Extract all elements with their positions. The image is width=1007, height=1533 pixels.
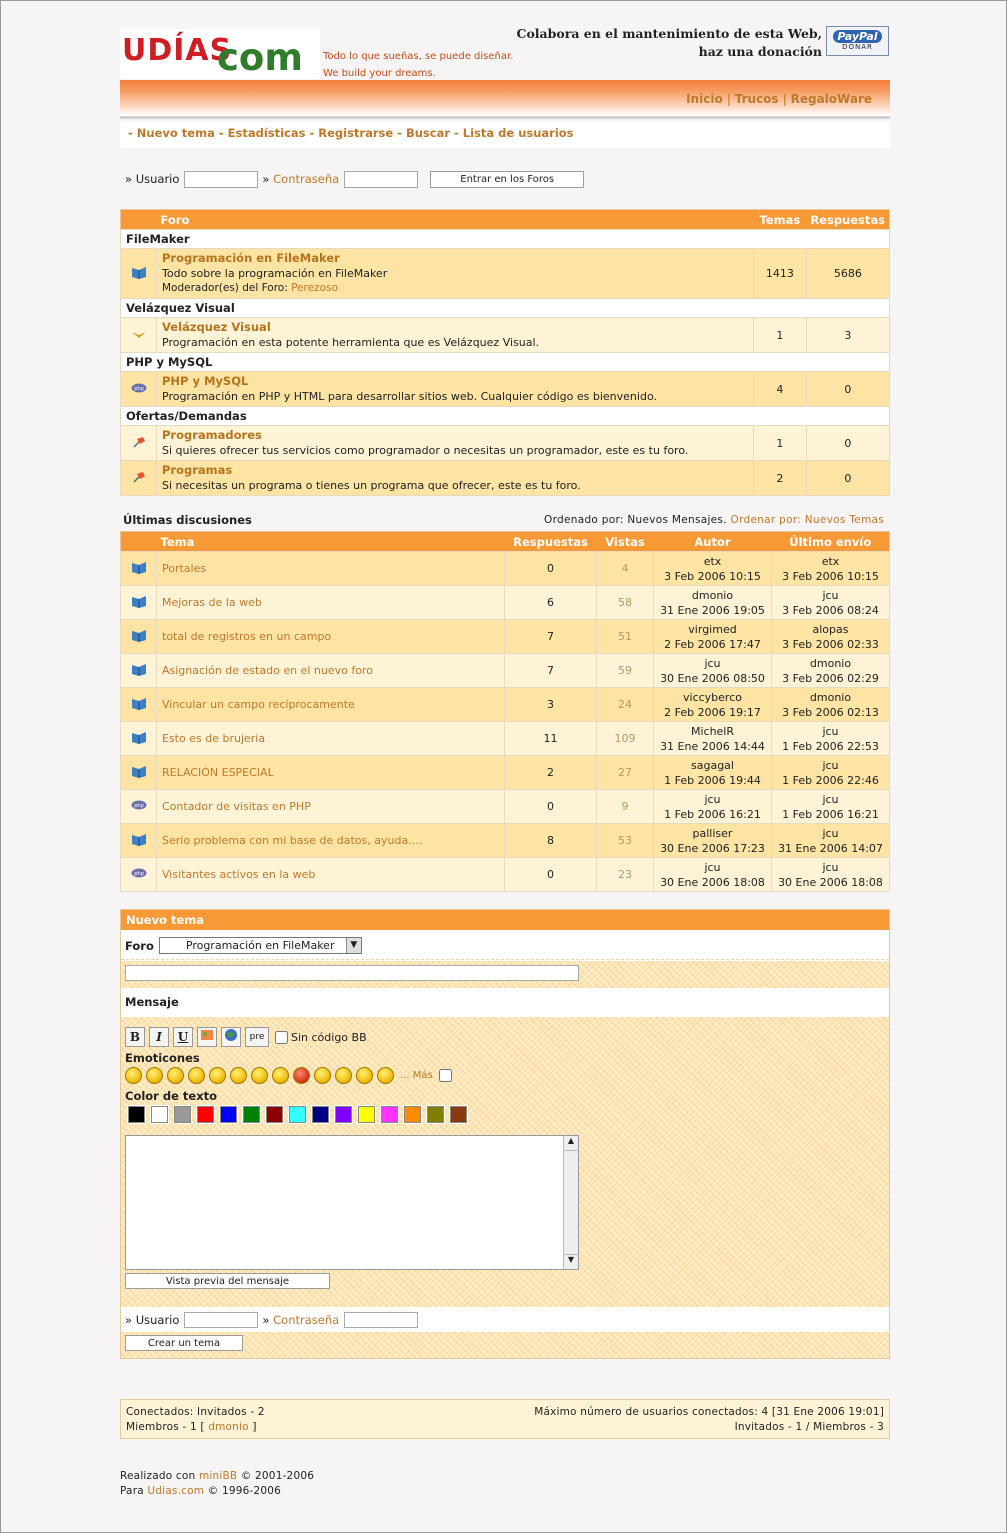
username-label: Usuario	[135, 1313, 180, 1327]
forum-replies-count: 0	[806, 426, 889, 461]
last-post-author: jcu	[822, 860, 839, 874]
last-post-author: jcu	[822, 724, 839, 738]
forum-row[interactable]	[121, 461, 890, 496]
topic-replies: 7	[505, 654, 597, 688]
members-prefix: Miembros - 1 [	[126, 1421, 205, 1433]
more-emoticons-link[interactable]: ... Más	[400, 1069, 433, 1081]
no-bbcode-label: Sin código BB	[291, 1030, 367, 1044]
topic-views: 9	[597, 790, 654, 824]
book-icon	[131, 594, 147, 608]
image-icon[interactable]	[197, 1027, 217, 1047]
php-icon	[131, 866, 147, 880]
table-row[interactable]	[121, 722, 890, 756]
emoticons-label: Emoticones	[125, 1051, 200, 1065]
message-scrollbar[interactable]	[563, 1136, 578, 1269]
italic-button[interactable]: I	[149, 1027, 169, 1047]
last-post-author: jcu	[822, 826, 839, 840]
paypal-logo: PayPal	[833, 30, 882, 43]
discussions-table	[120, 531, 890, 892]
php-icon	[131, 798, 147, 812]
chevron-icon: »	[125, 172, 133, 186]
table-row[interactable]	[121, 858, 890, 892]
table-row[interactable]	[121, 824, 890, 858]
topic-replies: 2	[505, 756, 597, 790]
site-logo[interactable]	[120, 29, 320, 79]
scroll-down-icon[interactable]: ▼	[564, 1254, 578, 1269]
table-row[interactable]	[121, 552, 890, 586]
subject-row	[121, 961, 889, 988]
udias-link[interactable]: Udias.com	[147, 1485, 205, 1497]
emoticons-row	[125, 1065, 885, 1085]
topic-views: 53	[597, 824, 654, 858]
topic-title-link[interactable]: Contador de visitas en PHP	[162, 800, 311, 813]
preview-button[interactable]: Vista previa del mensaje	[125, 1273, 330, 1289]
last-post-date: 30 Ene 2006 18:08	[778, 875, 883, 889]
forum-replies-count: 5686	[806, 249, 889, 299]
topic-views: 58	[597, 586, 654, 620]
eyeroll-icon[interactable]	[356, 1067, 373, 1084]
last-post-author: jcu	[822, 758, 839, 772]
forum-topics-count: 1413	[753, 249, 806, 299]
color-swatch[interactable]	[289, 1106, 306, 1123]
online-stats	[120, 1399, 890, 1439]
create-topic-row	[121, 1332, 889, 1358]
forum-replies-count: 0	[806, 461, 889, 496]
max-users-breakdown: Invitados - 1 / Miembros - 3	[734, 1421, 884, 1433]
header-topics: Temas	[753, 210, 806, 230]
password-link[interactable]: Contraseña	[273, 172, 340, 186]
topic-views: 59	[597, 654, 654, 688]
table-row[interactable]	[121, 620, 890, 654]
book-icon	[131, 265, 147, 279]
logo-udias-text: UDÍAS	[122, 33, 233, 68]
pre-button[interactable]: pre	[245, 1027, 269, 1047]
topic-replies: 0	[505, 552, 597, 586]
topic-replies: 0	[505, 858, 597, 892]
topic-views: 27	[597, 756, 654, 790]
nav-lista-usuarios[interactable]: Lista de usuarios	[462, 126, 574, 140]
color-swatch[interactable]	[243, 1106, 260, 1123]
topic-author-date: 31 Ene 2006 14:44	[660, 739, 765, 753]
online-guests: Conectados: Invitados - 2	[126, 1406, 265, 1418]
grin-icon[interactable]	[251, 1067, 268, 1084]
minibb-link[interactable]: miniBB	[198, 1470, 238, 1482]
last-post-author: etx	[821, 554, 840, 568]
paypal-donate-button[interactable]	[826, 26, 889, 56]
table-row[interactable]	[121, 790, 890, 824]
topic-author-date: 31 Ene 2006 19:05	[660, 603, 765, 617]
book-icon	[131, 560, 147, 574]
php-icon	[131, 381, 147, 395]
velazquez-icon	[131, 327, 147, 341]
donate-text	[517, 25, 822, 61]
topic-author-date: 30 Ene 2006 08:50	[660, 671, 765, 685]
topic-replies: 11	[505, 722, 597, 756]
forum-replies-count: 0	[806, 372, 889, 407]
cool-icon[interactable]	[272, 1067, 289, 1084]
thumb-icon[interactable]	[188, 1067, 205, 1084]
forum-description: Programación en PHP y HTML para desarrollar sitios web. Cualquier código es bienvenido.	[162, 390, 657, 403]
create-topic-button[interactable]: Crear un tema	[125, 1335, 243, 1351]
last-post-date: 31 Ene 2006 14:07	[778, 841, 883, 855]
chevron-icon: »	[125, 1313, 133, 1327]
more-emoticons-checkbox[interactable]	[439, 1069, 452, 1082]
credit2-suffix: © 1996-2006	[207, 1485, 281, 1497]
forum-row[interactable]	[121, 249, 890, 299]
header-last-post: Último envío	[772, 532, 890, 552]
topic-title-link[interactable]: Serio problema con mi base de datos, ayuda....	[162, 834, 423, 847]
toplink-trucos[interactable]: Trucos	[734, 92, 779, 106]
table-row[interactable]	[121, 586, 890, 620]
forum-row[interactable]	[121, 318, 890, 353]
last-post-author: alopas	[812, 622, 849, 636]
login-button[interactable]: Entrar en los Foros	[430, 171, 584, 188]
forum-title[interactable]: Programadores	[162, 428, 262, 442]
credit2-prefix: Para	[120, 1485, 144, 1497]
color-swatch[interactable]	[197, 1106, 214, 1123]
last-post-date: 1 Feb 2006 22:46	[782, 773, 879, 787]
angry-icon[interactable]	[293, 1067, 310, 1084]
book-icon	[131, 662, 147, 676]
sad-icon[interactable]	[314, 1067, 331, 1084]
forum-description: Todo sobre la programación en FileMaker	[162, 267, 388, 280]
forums-table	[120, 209, 890, 496]
forum-description: Programación en esta potente herramienta que es Velázquez Visual.	[162, 336, 540, 349]
username-input[interactable]	[184, 171, 258, 188]
credits	[120, 1469, 314, 1499]
header-views: Vistas	[597, 532, 654, 552]
topic-author: jcu	[704, 792, 721, 806]
moderator-link[interactable]: Perezoso	[291, 282, 338, 294]
donate-line2: haz una donación	[698, 44, 822, 59]
last-post-date: 1 Feb 2006 16:21	[782, 807, 879, 821]
topic-title-link[interactable]: Asignación de estado en el nuevo foro	[162, 664, 373, 677]
password-input[interactable]	[344, 171, 418, 188]
logo-com-text: com	[217, 36, 303, 79]
last-post-author: jcu	[822, 792, 839, 806]
bold-button[interactable]: B	[125, 1027, 145, 1047]
topic-views: 109	[597, 722, 654, 756]
topic-views: 51	[597, 620, 654, 654]
topic-title-link[interactable]: Vincular un campo recíprocamente	[162, 698, 355, 711]
topic-author-date: 2 Feb 2006 17:47	[664, 637, 761, 651]
color-swatch[interactable]	[404, 1106, 421, 1123]
latest-discussions-title: Últimas discusiones	[123, 513, 252, 527]
last-post-author: dmonio	[809, 656, 852, 670]
header-forum: Foro	[157, 210, 754, 230]
sub-navigation: - Nuevo tema - Estadísticas - Registrarse - Buscar - Lista de usuarios	[120, 122, 890, 148]
forum-select[interactable]	[159, 937, 362, 954]
forum-title[interactable]: Programación en FileMaker	[162, 251, 340, 265]
svg-text:php: php	[133, 803, 144, 809]
topic-title-link[interactable]: total de registros en un campo	[162, 630, 332, 643]
globe-link-icon[interactable]	[221, 1027, 241, 1047]
pushpin-icon	[131, 435, 147, 449]
topic-replies: 3	[505, 688, 597, 722]
last-post-date: 1 Feb 2006 22:53	[782, 739, 879, 753]
toplink-regaloware[interactable]: RegaloWare	[790, 92, 872, 106]
color-swatch[interactable]	[312, 1106, 329, 1123]
topic-title-link[interactable]: Mejoras de la web	[162, 596, 262, 609]
login-row	[125, 170, 584, 188]
forum-title[interactable]: Programas	[162, 463, 233, 477]
topic-title-link[interactable]: Visitantes activos en la web	[162, 868, 316, 881]
book-icon	[131, 832, 147, 846]
nav-buscar[interactable]: Buscar	[405, 126, 450, 140]
sort-info	[544, 514, 884, 526]
toplink-inicio[interactable]: Inicio	[686, 92, 723, 106]
username-label: Usuario	[135, 172, 180, 186]
book-icon	[131, 730, 147, 744]
header-replies: Respuestas	[505, 532, 597, 552]
color-swatch[interactable]	[335, 1106, 352, 1123]
table-row[interactable]	[121, 688, 890, 722]
forum-topics-count: 2	[753, 461, 806, 496]
smile-icon[interactable]	[125, 1067, 142, 1084]
header-icon-col	[121, 532, 157, 552]
color-swatch[interactable]	[427, 1106, 444, 1123]
topic-username-input[interactable]	[184, 1312, 258, 1328]
book-icon	[131, 764, 147, 778]
header-replies: Respuestas	[806, 210, 889, 230]
happy-icon[interactable]	[146, 1067, 163, 1084]
sort-new-topics-link[interactable]: Ordenar por: Nuevos Temas	[730, 514, 884, 526]
new-topic-login-row	[121, 1309, 889, 1331]
header-topic: Tema	[157, 532, 505, 552]
topic-author: palliser	[692, 826, 733, 840]
new-topic-title: Nuevo tema	[121, 910, 889, 930]
header-icon-col	[121, 210, 157, 230]
topic-title-link[interactable]: Portales	[162, 562, 207, 575]
topic-replies: 0	[505, 790, 597, 824]
topic-author-date: 30 Ene 2006 18:08	[660, 875, 765, 889]
online-member-link[interactable]: dmonio	[208, 1421, 249, 1433]
forum-topics-count: 1	[753, 426, 806, 461]
topic-replies: 6	[505, 586, 597, 620]
members-suffix: ]	[252, 1421, 257, 1433]
topic-views: 24	[597, 688, 654, 722]
topic-author-date: 3 Feb 2006 10:15	[664, 569, 761, 583]
topic-author: MichelR	[690, 724, 735, 738]
topic-author-date: 2 Feb 2006 19:17	[664, 705, 761, 719]
tongue-icon[interactable]	[377, 1067, 394, 1084]
nav-registrarse[interactable]: Registrarse	[318, 126, 394, 140]
last-post-date: 3 Feb 2006 08:24	[782, 603, 879, 617]
tagline-line2: We build your dreams.	[323, 68, 436, 79]
category-velazquez: Velázquez Visual	[121, 299, 890, 318]
scroll-up-icon[interactable]: ▲	[564, 1136, 578, 1151]
topic-password-input[interactable]	[344, 1312, 418, 1328]
forum-title[interactable]: PHP y MySQL	[162, 374, 249, 388]
forum-description: Si quieres ofrecer tus servicios como programador o necesitas un programador, este es tu foro.	[162, 444, 689, 457]
color-swatch[interactable]	[266, 1106, 283, 1123]
forum-row[interactable]	[121, 426, 890, 461]
chevron-down-icon[interactable]: ▼	[346, 938, 361, 953]
credit1-prefix: Realizado con	[120, 1470, 196, 1482]
topic-author: jcu	[704, 860, 721, 874]
topic-author: sagagal	[691, 758, 734, 772]
confused-icon[interactable]	[335, 1067, 352, 1084]
last-post-date: 3 Feb 2006 02:13	[782, 705, 879, 719]
category-ofertas: Ofertas/Demandas	[121, 407, 890, 426]
moderator-label: Moderador(es) del Foro:	[162, 282, 288, 294]
topic-views: 23	[597, 858, 654, 892]
message-editor-area	[121, 1017, 889, 1307]
color-swatch[interactable]	[220, 1106, 237, 1123]
forum-topics-count: 4	[753, 372, 806, 407]
topic-title-link[interactable]: RELACIÓN ESPECIAL	[162, 766, 274, 779]
last-post-author: jcu	[822, 588, 839, 602]
subject-input[interactable]	[125, 965, 579, 981]
topic-author-date: 30 Ene 2006 17:23	[660, 841, 765, 855]
forum-topics-count: 1	[753, 318, 806, 353]
thumbs-laugh-icon[interactable]	[167, 1067, 184, 1084]
header-bar	[120, 80, 890, 119]
color-swatch[interactable]	[358, 1106, 375, 1123]
max-users: Máximo número de usuarios conectados: 4 [31 Ene 2006 19:01]	[534, 1406, 884, 1418]
color-swatch[interactable]	[450, 1106, 467, 1123]
topic-author: dmonio	[691, 588, 734, 602]
topic-views: 4	[597, 552, 654, 586]
credit1-suffix: © 2001-2006	[240, 1470, 315, 1482]
category-filemaker: FileMaker	[121, 230, 890, 249]
last-post-author: dmonio	[809, 690, 852, 704]
topic-replies: 8	[505, 824, 597, 858]
category-php-mysql: PHP y MySQL	[121, 353, 890, 372]
topic-author-date: 1 Feb 2006 19:44	[664, 773, 761, 787]
message-label: Mensaje	[125, 995, 179, 1009]
topic-author: viccyberco	[683, 690, 742, 704]
nav-nuevo-tema[interactable]: Nuevo tema	[136, 126, 215, 140]
text-color-label: Color de texto	[125, 1089, 218, 1103]
wink-icon[interactable]	[209, 1067, 226, 1084]
forum-select-value: Programación en FileMaker	[185, 939, 335, 952]
topic-replies: 7	[505, 620, 597, 654]
table-row[interactable]	[121, 654, 890, 688]
paypal-donate-label: DONAR	[842, 43, 873, 51]
topic-title-link[interactable]: Esto es de brujeria	[162, 732, 266, 745]
last-post-date: 3 Feb 2006 10:15	[782, 569, 879, 583]
chevron-icon: »	[262, 1313, 270, 1327]
topic-author: etx	[703, 554, 722, 568]
forum-description: Si necesitas un programa o tienes un programa que ofrecer, este es tu foro.	[162, 479, 581, 492]
header-author: Autor	[654, 532, 772, 552]
color-swatches	[125, 1103, 885, 1125]
last-post-date: 3 Feb 2006 02:33	[782, 637, 879, 651]
forum-replies-count: 3	[806, 318, 889, 353]
svg-text:php: php	[133, 385, 144, 392]
no-bbcode-checkbox[interactable]	[275, 1031, 288, 1044]
chevron-icon: »	[262, 172, 270, 186]
color-swatch[interactable]	[151, 1106, 168, 1123]
color-swatch[interactable]	[128, 1106, 145, 1123]
color-swatch[interactable]	[174, 1106, 191, 1123]
nav-estadisticas[interactable]: Estadísticas	[227, 126, 306, 140]
top-links: Inicio | Trucos | RegaloWare	[686, 92, 872, 106]
message-textarea[interactable]	[125, 1135, 579, 1270]
table-row[interactable]	[121, 756, 890, 790]
svg-text:php: php	[133, 871, 144, 877]
book-icon	[131, 696, 147, 710]
tagline-line1: Todo lo que sueñas, se puede diseñar.	[323, 51, 514, 62]
tagline	[323, 48, 513, 82]
topic-password-link[interactable]: Contraseña	[273, 1313, 340, 1327]
drink-icon[interactable]	[230, 1067, 247, 1084]
forum-select-label: Foro	[125, 938, 154, 953]
underline-button[interactable]: U	[173, 1027, 193, 1047]
new-topic-form	[120, 909, 890, 1359]
topic-author-date: 1 Feb 2006 16:21	[664, 807, 761, 821]
color-swatch[interactable]	[381, 1106, 398, 1123]
last-post-date: 3 Feb 2006 02:29	[782, 671, 879, 685]
topic-author: virgimed	[688, 622, 737, 636]
topic-author: jcu	[704, 656, 721, 670]
pushpin-icon	[131, 470, 147, 484]
donate-line1: Colabora en el mantenimiento de esta Web,	[516, 26, 822, 41]
forum-title[interactable]: Velázquez Visual	[162, 320, 271, 334]
sort-current: Ordenado por: Nuevos Mensajes.	[544, 514, 727, 526]
book-icon	[131, 628, 147, 642]
forum-row[interactable]	[121, 372, 890, 407]
